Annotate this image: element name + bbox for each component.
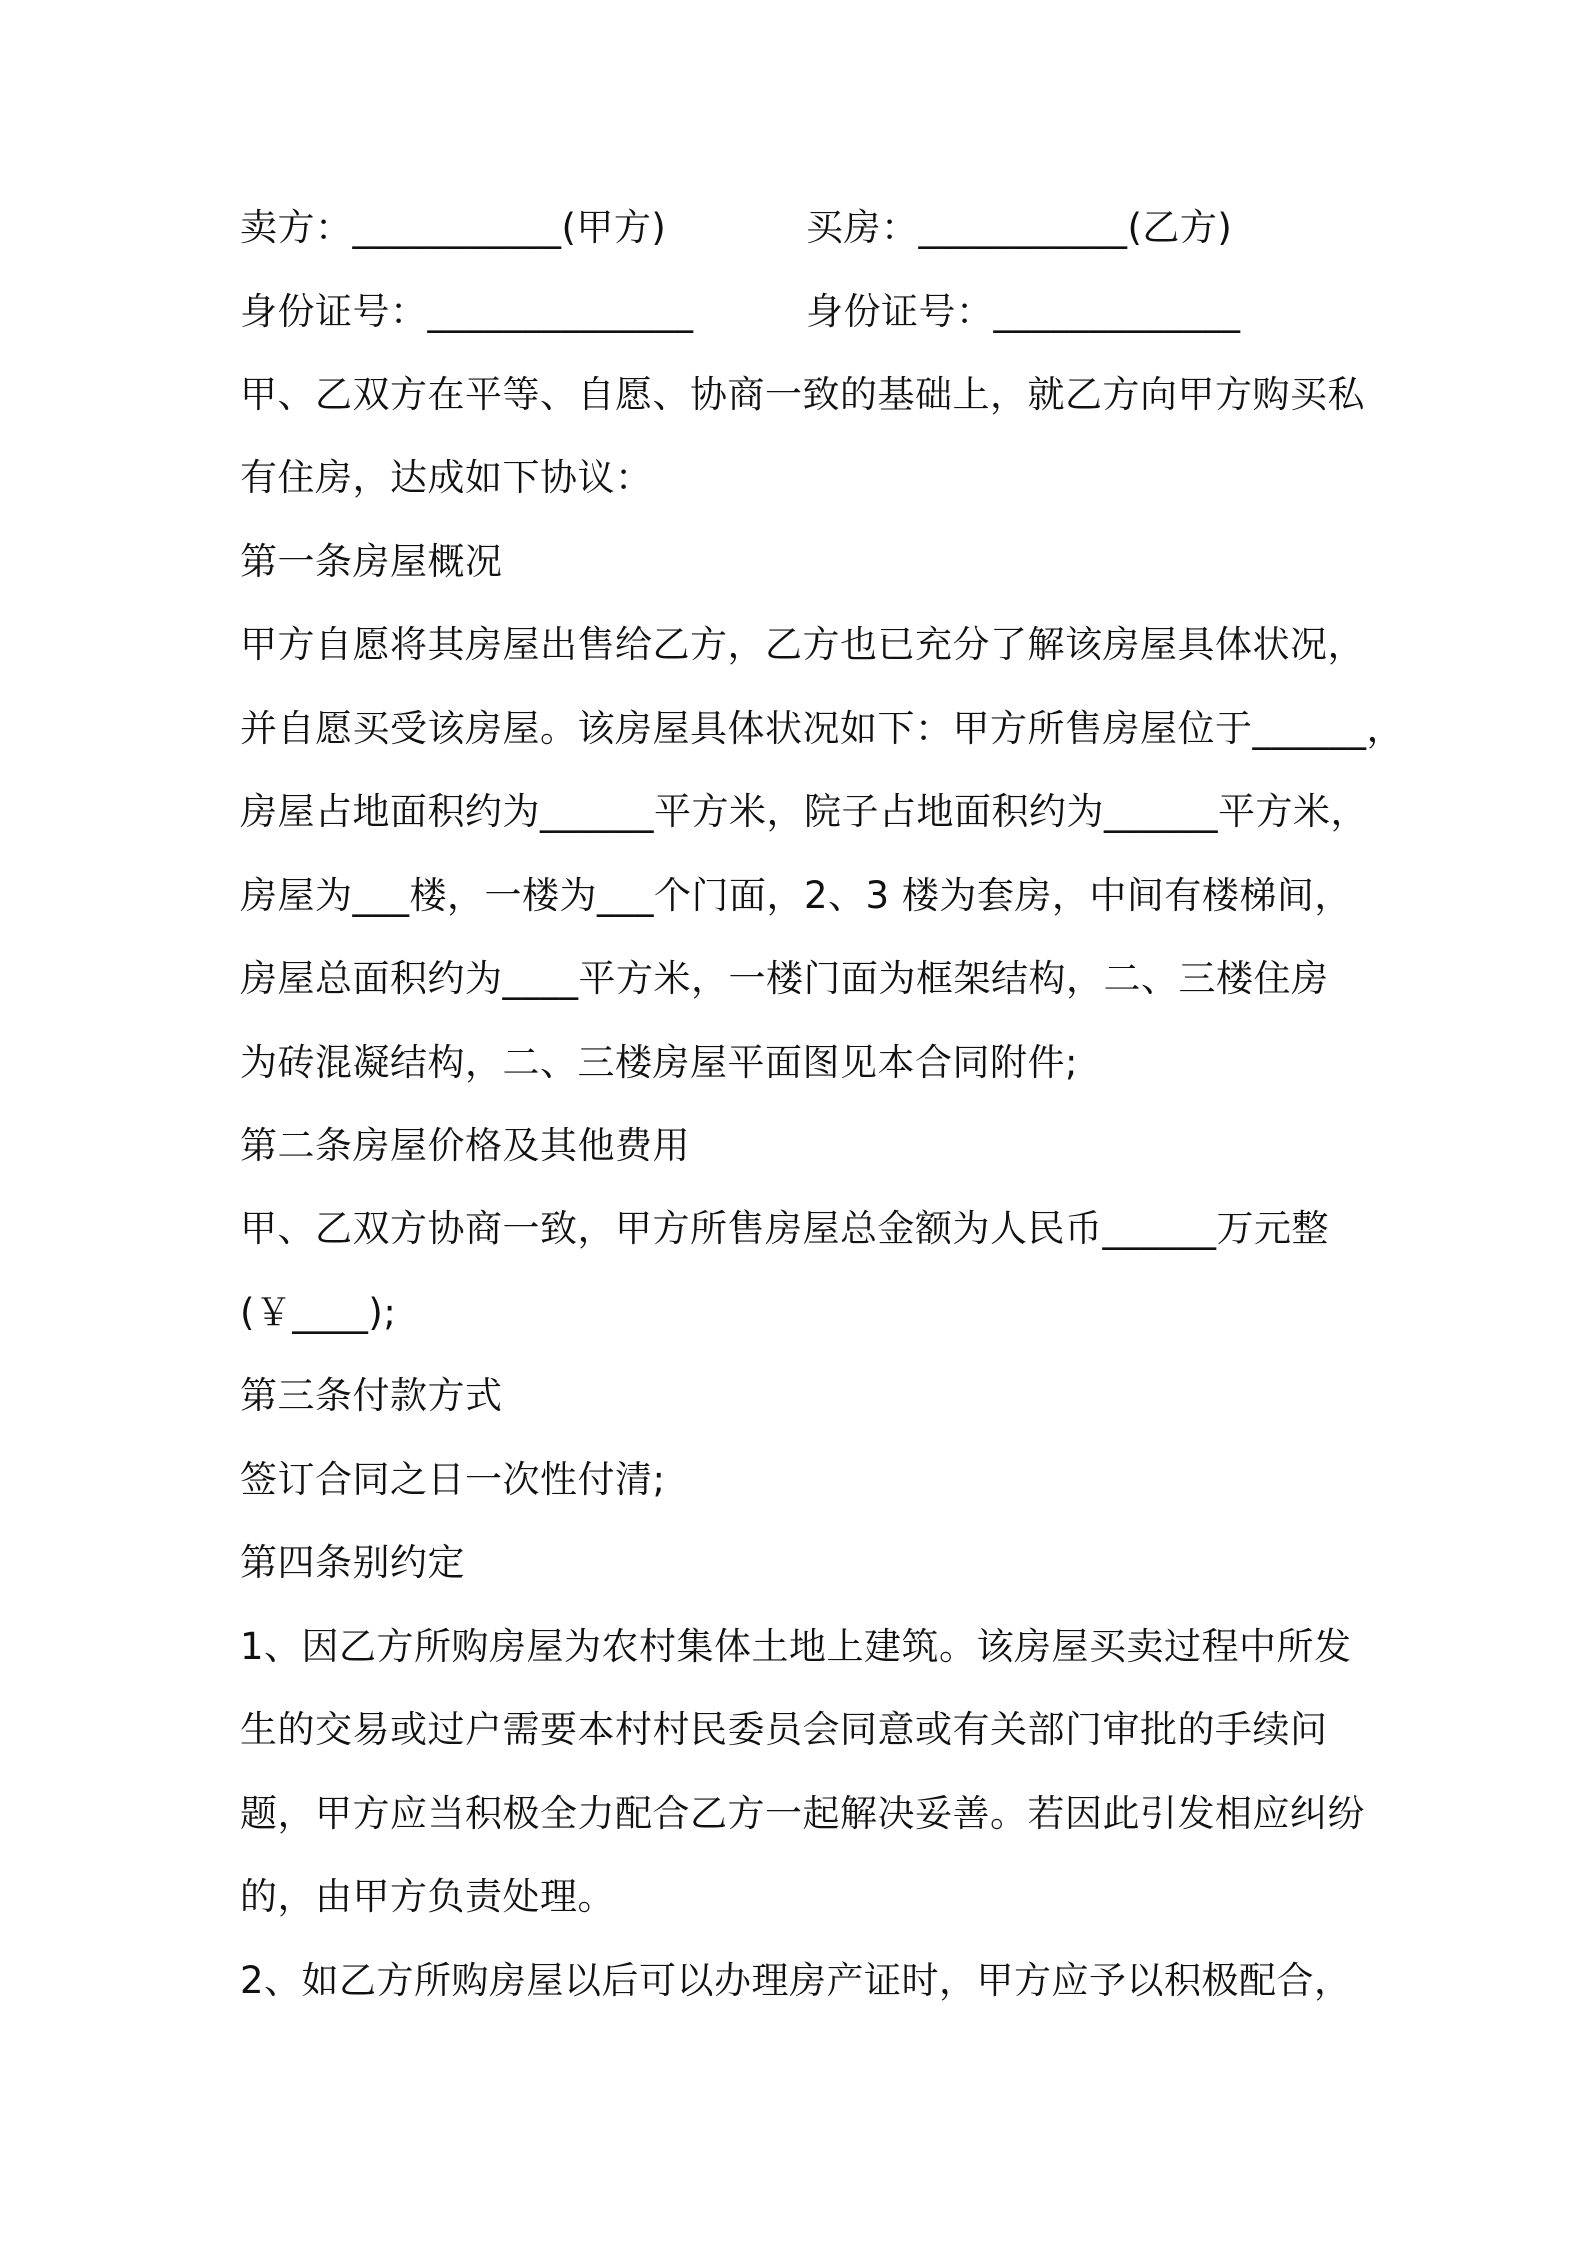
body-line: 生的交易或过户需要本村村民委员会同意或有关部门审批的手续问 (240, 1708, 1328, 1751)
section-heading: 第一条房屋概况 (240, 540, 503, 583)
seller-id-field: 身份证号：______________ (240, 290, 694, 333)
body-line: 1、因乙方所购房屋为农村集体土地上建筑。该房屋买卖过程中所发 (240, 1625, 1352, 1668)
body-line: 为砖混凝结构，二、三楼房屋平面图见本合同附件; (240, 1041, 1078, 1084)
body-line: 房屋总面积约为____平方米，一楼门面为框架结构，二、三楼住房 (240, 957, 1329, 1000)
section-heading: 第四条别约定 (240, 1541, 465, 1584)
body-line: 甲、乙双方在平等、自愿、协商一致的基础上，就乙方向甲方购买私 (240, 373, 1365, 416)
body-line: 并自愿买受该房屋。该房屋具体状况如下：甲方所售房屋位于______， (240, 707, 1404, 750)
body-line: 的，由甲方负责处理。 (240, 1875, 615, 1918)
body-line: 题，甲方应当积极全力配合乙方一起解决妥善。若因此引发相应纠纷 (240, 1792, 1365, 1835)
body-line: 甲、乙双方协商一致，甲方所售房屋总金额为人民币______万元整 (240, 1207, 1329, 1250)
body-line: 2、如乙方所购房屋以后可以办理房产证时，甲方应予以积极配合， (240, 1959, 1352, 2002)
body-line: (￥____); (240, 1291, 397, 1334)
body-line: 甲方自愿将其房屋出售给乙方，乙方也已充分了解该房屋具体状况， (240, 623, 1365, 666)
section-heading: 第二条房屋价格及其他费用 (240, 1124, 690, 1167)
body-line: 有住房，达成如下协议： (240, 456, 653, 499)
section-heading: 第三条付款方式 (240, 1374, 503, 1417)
body-line: 房屋为___楼，一楼为___个门面，2、3 楼为套房，中间有楼梯间， (240, 874, 1352, 917)
buyer-field: 买房：___________(乙方) (806, 206, 1233, 249)
buyer-id-field: 身份证号：_____________ (806, 290, 1241, 333)
seller-field: 卖方：___________(甲方) (240, 206, 667, 249)
body-line: 房屋占地面积约为______平方米，院子占地面积约为______平方米， (240, 790, 1368, 833)
body-line: 签订合同之日一次性付清; (240, 1458, 666, 1501)
